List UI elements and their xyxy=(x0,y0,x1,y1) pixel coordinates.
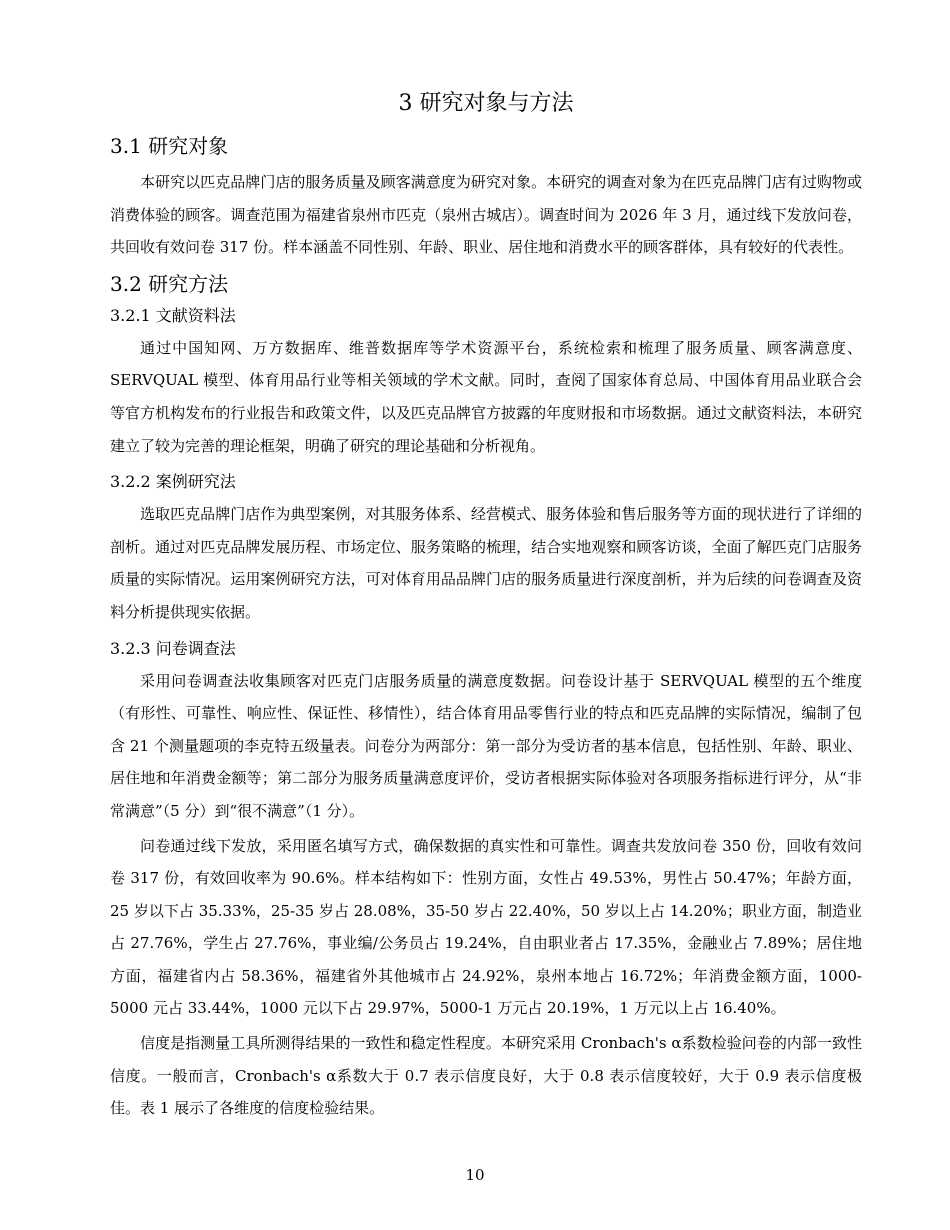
page-content xyxy=(110,88,862,1127)
paragraph-case-study-method: 选取匹克品牌门店作为典型案例，对其服务体系、经营模式、服务体验和售后服务等方面的现状进行了详细的剖析。通过对匹克品牌发展历程、市场定位、服务策略的梳理，结合实地观察和顾客访谈，全面了解匹克门店服务质量的实际情况。运用案例研究方法，可对体育用品品牌门店的服务质量进行深度剖析，并为后续的问卷调查及资料分析提供现实依据。 xyxy=(110,505,862,621)
section-heading-3-2: 3.2 研究方法 xyxy=(110,271,229,296)
paragraph-sample-structure: 问卷通过线下发放，采用匿名填写方式，确保数据的真实性和可靠性。调查共发放问卷 350 份，回收有效问卷 317 份，有效回收率为 90.6%。样本结构如下：性别方面，女性占 49.53%，男性占 50.47%；年龄方面，25 岁以下占 35.33%，25-35 岁占 28.08%，35-50 岁占 22.40%，50 岁以上占 14.20%；职业方面，制造业占 27.76%，学生占 27.76%，事业编/公务员占 19.24%，自由职业者占 17.35%，金融业占 7.89%；居住地方面，福建省内占 58.36%，福建省外其他城市占 24.92%，泉州本地占 16.72%；年消费金额方面，1000-5000 元占 33.44%，1000 元以下占 29.97%，5000-1 万元占 20.19%，1 万元以上占 16.40%。 xyxy=(110,836,862,1018)
paragraph-reliability: 信度是指测量工具所测得结果的一致性和稳定性程度。本研究采用 Cronbach's α系数检验问卷的内部一致性信度。一般而言，Cronbach's α系数大于 0.7 表示信度良好，大于 0.8 表示信度较好，大于 0.9 表示信度极佳。表 1 展示了各维度的信度检验结果。 xyxy=(110,1034,862,1118)
paragraph-literature-method: 通过中国知网、万方数据库、维普数据库等学术资源平台，系统检索和梳理了服务质量、顾客满意度、SERVQUAL 模型、体育用品行业等相关领域的学术文献。同时，查阅了国家体育总局、中国体育用品业联合会等官方机构发布的行业报告和政策文件，以及匹克品牌官方披露的年度财报和市场数据。通过文献资料法，本研究建立了较为完善的理论框架，明确了研究的理论基础和分析视角。 xyxy=(110,338,862,455)
page-number: 10 xyxy=(465,1166,485,1184)
chapter-title: 3 研究对象与方法 xyxy=(398,91,574,116)
subsection-heading-3-2-3: 3.2.3 问卷调查法 xyxy=(110,638,236,658)
section-heading-3-1: 3.1 研究对象 xyxy=(110,134,229,158)
subsection-heading-3-2-1: 3.2.1 文献资料法 xyxy=(110,305,236,325)
subsection-heading-3-2-2: 3.2.2 案例研究法 xyxy=(110,472,236,492)
paragraph-research-object: 本研究以匹克品牌门店的服务质量及顾客满意度为研究对象。本研究的调查对象为在匹克品牌门店有过购物或消费体验的顾客。调查范围为福建省泉州市匹克（泉州古城店）。调查时间为 2026 年 3 月，通过线下发放问卷，共回收有效问卷 317 份。样本涵盖不同性别、年龄、职业、居住地和消费水平的顾客群体，具有较好的代表性。 xyxy=(110,173,862,257)
paragraph-questionnaire-design: 采用问卷调查法收集顾客对匹克门店服务质量的满意度数据。问卷设计基于 SERVQUAL 模型的五个维度（有形性、可靠性、响应性、保证性、移情性），结合体育用品零售行业的特点和匹克品牌的实际情况，编制了包含 21 个测量题项的李克特五级量表。问卷分为两部分：第一部分为受访者的基本信息，包括性别、年龄、职业、居住地和年消费金额等；第二部分为服务质量满意度评价，受访者根据实际体验对各项服务指标进行评分，从“非常满意”（5 分）到“很不满意”（1 分）。 xyxy=(110,671,862,820)
